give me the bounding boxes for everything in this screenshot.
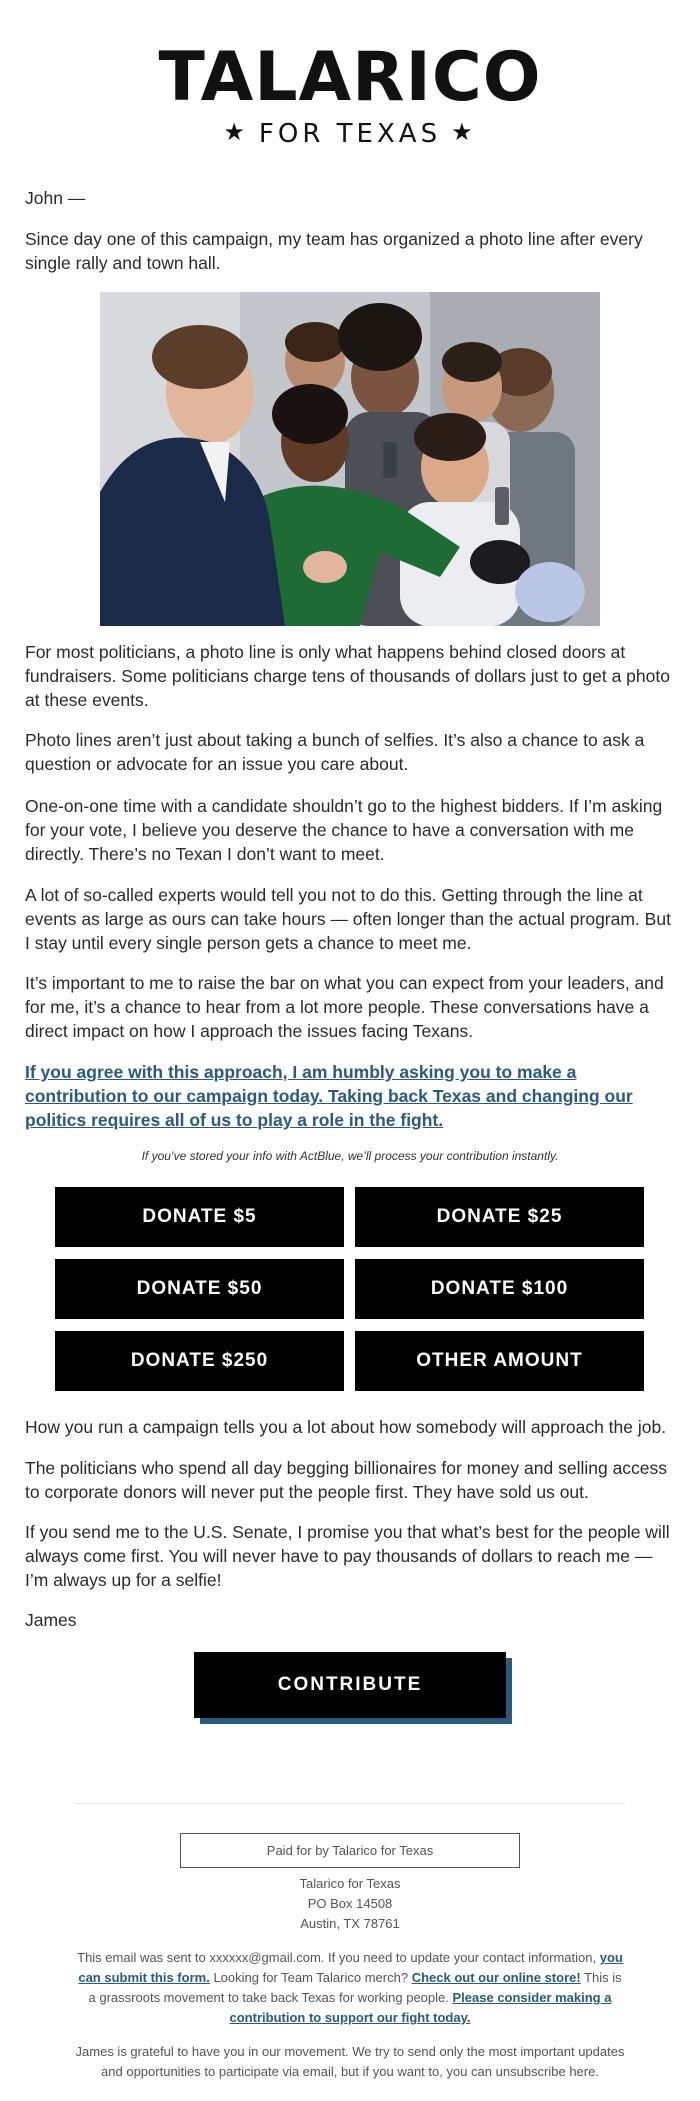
- paragraph-one-on-one: One-on-one time with a candidate shouldn’t go to the highest bidders. If I’m asking for your vote, I believe you deserve the chance to have a conversation with me directly. There’s no Texan I don’t want to meet.: [25, 796, 663, 864]
- contribution-link[interactable]: If you agree with this approach, I am humbly asking you to make a contribution to our campaign today. Taking back Texas and changing our politics requires all of us to play a role in the fight.: [25, 1062, 633, 1130]
- logo-subtitle: [0, 118, 700, 149]
- paragraph-run-campaign: How you run a campaign tells you a lot about how somebody will approach the job.: [25, 1417, 667, 1437]
- sent-to-text: This email was sent to xxxxxx@gmail.com. If you need to update your contact information,: [77, 1950, 597, 1965]
- footer-grateful: James is grateful to have you in our movement. We try to send only the most important updates and opportunities to participate via email, but if you want to, you can unsubscribe here.: [75, 2044, 625, 2079]
- campaign-logo: [0, 40, 700, 149]
- donate-250-button[interactable]: DONATE $250: [55, 1331, 344, 1391]
- star-icon: ★: [223, 118, 249, 146]
- footer-notice: [75, 1948, 625, 2028]
- photo-illustration: [100, 292, 600, 626]
- paragraph-selfies: Photo lines aren’t just about taking a bunch of selfies. It’s also a chance to ask a question or advocate for an issue you care about.: [25, 730, 645, 774]
- actblue-note: If you’ve stored your info with ActBlue, we’ll process your contribution instantly.: [141, 1149, 559, 1163]
- paragraph-intro: Since day one of this campaign, my team has organized a photo line after every single rally and town hall.: [25, 229, 643, 273]
- logo-wordmark: TALARICO: [158, 38, 542, 117]
- paid-for-box: [180, 1833, 520, 1868]
- donate-50-button[interactable]: DONATE $50: [55, 1259, 344, 1319]
- merch-text: Looking for Team Talarico merch?: [213, 1970, 409, 1985]
- online-store-link[interactable]: Check out our online store!: [411, 1970, 581, 1985]
- address-line-1: Talarico for Texas: [299, 1876, 401, 1891]
- grassroots-text: This is a grassroots movement to take back Texas for working people.: [88, 1970, 622, 2005]
- paragraph-billionaires: The politicians who spend all day begging billionaires for money and selling access to corporate donors will never put the people first. They have sold us out.: [25, 1458, 668, 1502]
- photo-line-image: [100, 292, 600, 626]
- donate-100-button[interactable]: DONATE $100: [355, 1259, 644, 1319]
- logo-subtitle-text: FOR TEXAS: [258, 119, 442, 149]
- address-line-3: Austin, TX 78761: [300, 1916, 400, 1931]
- greeting: John —: [25, 188, 86, 208]
- update-info-link[interactable]: you can submit this form.: [78, 1950, 623, 1985]
- donate-5-button[interactable]: DONATE $5: [55, 1187, 344, 1247]
- paragraph-fundraisers: For most politicians, a photo line is only what happens behind closed doors at fundraisers. Some politicians charge tens of thousands of dollars just to get a photo at these events.: [25, 642, 670, 710]
- support-contribution-link[interactable]: Please consider making a contribution to support our fight today.: [229, 1990, 612, 2025]
- donate-25-button[interactable]: DONATE $25: [355, 1187, 644, 1247]
- contribute-button[interactable]: CONTRIBUTE: [194, 1652, 506, 1718]
- address-line-2: PO Box 14508: [307, 1896, 393, 1911]
- donate-other-amount-button[interactable]: OTHER AMOUNT: [355, 1331, 644, 1391]
- paid-for-text: Paid for by Talarico for Texas: [266, 1843, 434, 1858]
- paragraph-senate-promise: If you send me to the U.S. Senate, I promise you that what’s best for the people will always come first. You will never have to pay thousands of dollars to reach me — I’m always up for a selfie!: [25, 1522, 670, 1590]
- paragraph-raise-bar: It’s important to me to raise the bar on what you can expect from your leaders, and for me, it’s a chance to hear from a lot more people. These conversations have a direct impact on how I approach the issues facing Texans.: [25, 973, 664, 1041]
- star-icon: ★: [451, 118, 477, 146]
- footer-divider: [75, 1803, 625, 1804]
- contribute-button-group: [194, 1652, 512, 1724]
- signoff: James: [25, 1610, 77, 1630]
- paragraph-experts: A lot of so-called experts would tell you not to do this. Getting through the line at events as large as ours can take hours — often longer than the actual program. But I stay until every single person gets a chance to meet me.: [25, 885, 671, 953]
